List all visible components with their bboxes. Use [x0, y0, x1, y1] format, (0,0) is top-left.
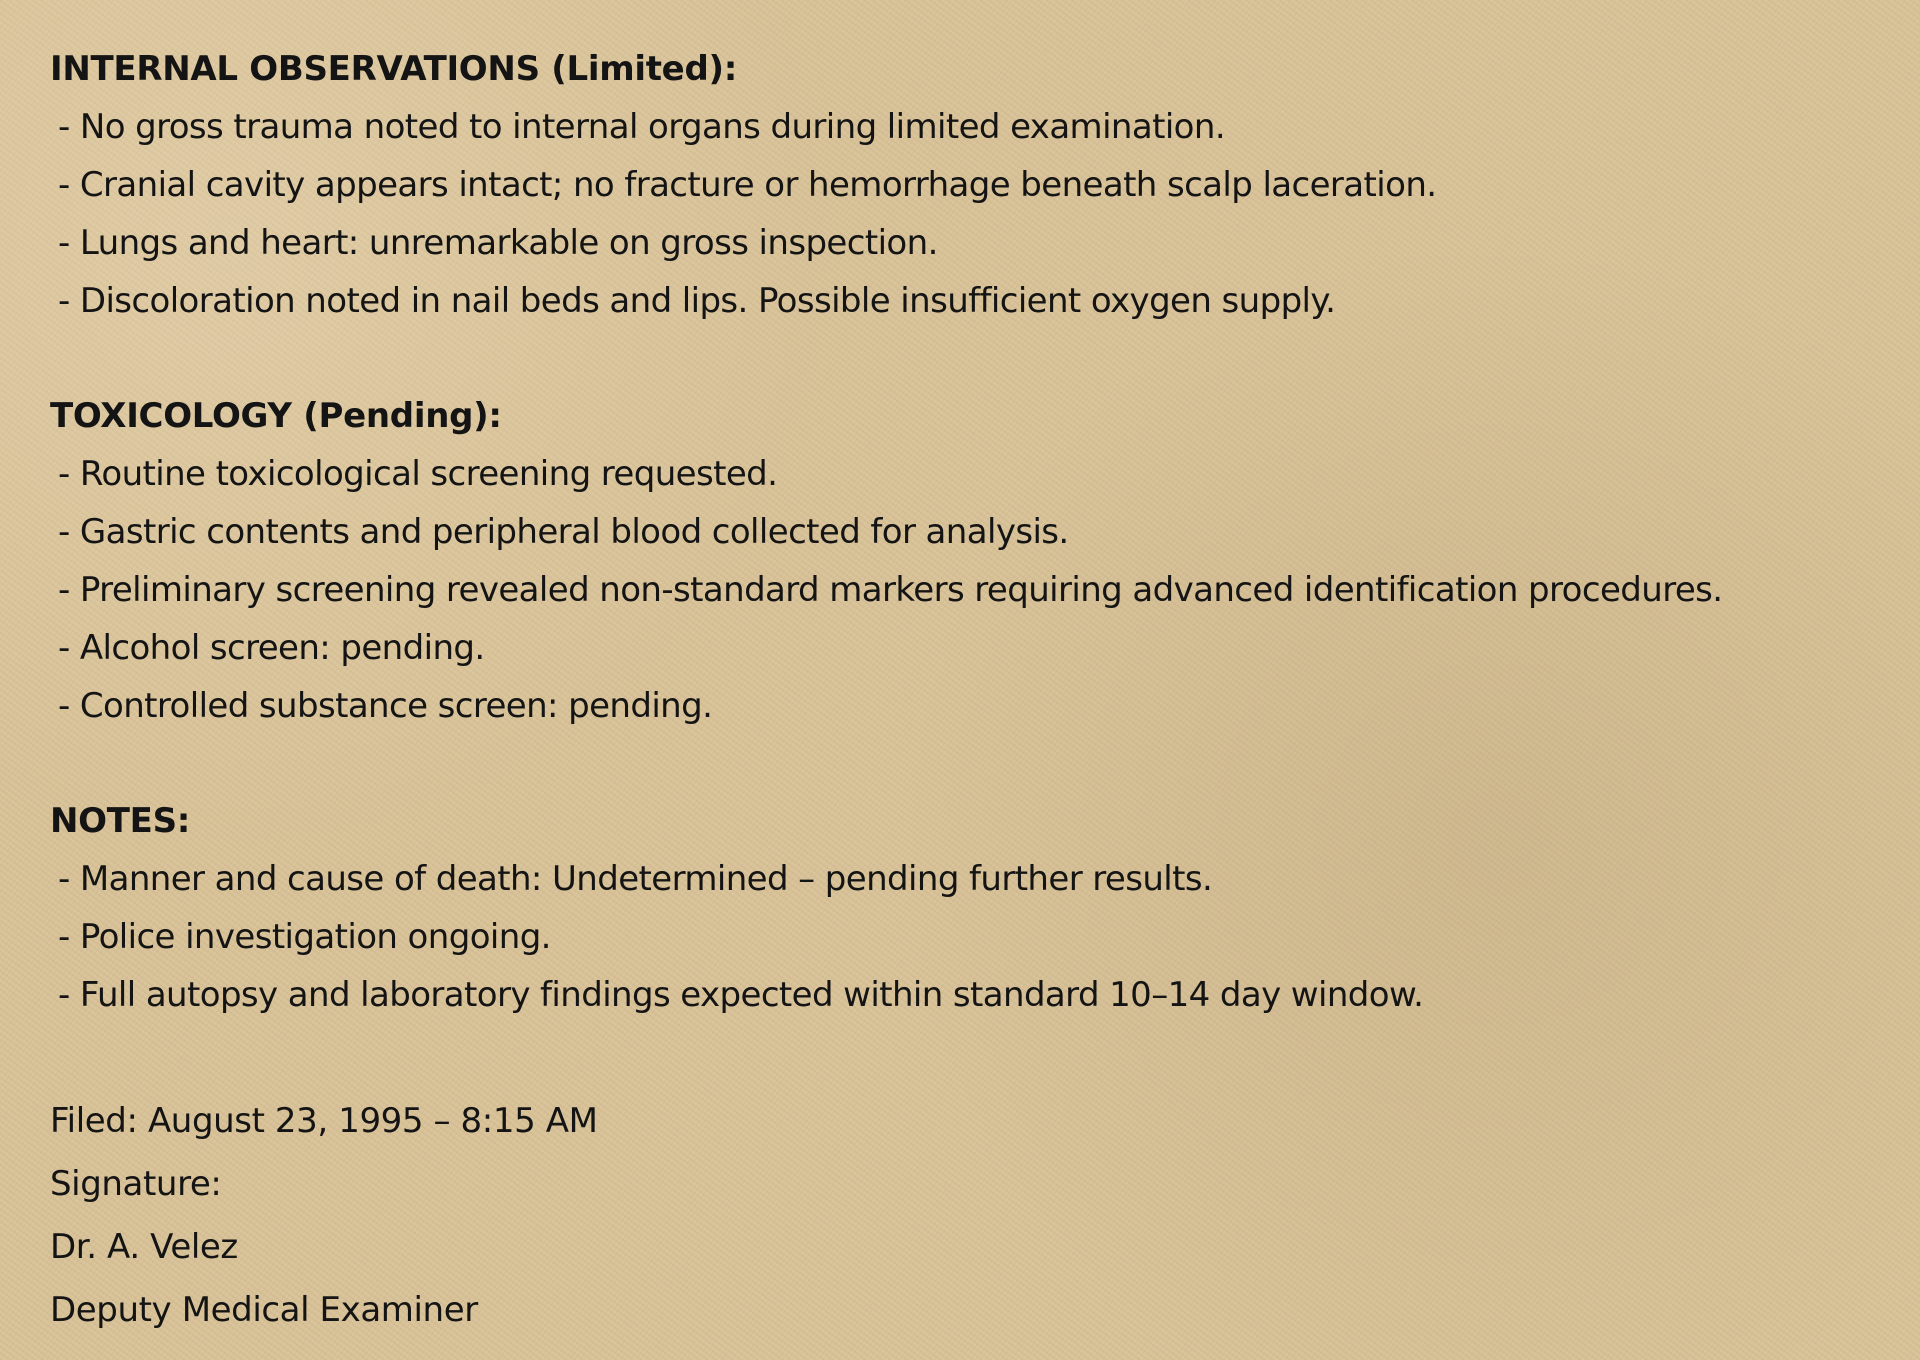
list-item: - Cranial cavity appears intact; no fracture or hemorrhage beneath scalp laceration. [58, 165, 1437, 205]
section-heading: NOTES: [50, 801, 191, 841]
filed-date: Filed: August 23, 1995 – 8:15 AM [50, 1101, 598, 1141]
section-spacer [50, 330, 1920, 387]
examiner-title: Deputy Medical Examiner [50, 1290, 478, 1330]
list-item: - Discoloration noted in nail beds and lips. Possible insufficient oxygen supply. [58, 281, 1336, 321]
list-item: - Preliminary screening revealed non-standard markers requiring advanced identification procedures. [58, 570, 1723, 610]
section-heading: TOXICOLOGY (Pending): [50, 396, 502, 436]
section-spacer [50, 735, 1920, 792]
list-item: - Manner and cause of death: Undetermined – pending further results. [58, 859, 1213, 899]
toxicology-section [50, 387, 1920, 735]
list-item: - Police investigation ongoing. [58, 917, 551, 957]
list-item: - Controlled substance screen: pending. [58, 686, 713, 726]
notes-section [50, 792, 1920, 1024]
signature-label: Signature: [50, 1164, 222, 1204]
section-spacer [50, 1024, 1920, 1090]
list-item: - No gross trauma noted to internal organs during limited examination. [58, 107, 1226, 147]
internal-observations-section [50, 40, 1920, 330]
list-item: - Gastric contents and peripheral blood collected for analysis. [58, 512, 1069, 552]
filing-footer [50, 1090, 1920, 1342]
list-item: - Alcohol screen: pending. [58, 628, 485, 668]
list-item: - Full autopsy and laboratory findings expected within standard 10–14 day window. [58, 975, 1424, 1015]
list-item: - Lungs and heart: unremarkable on gross inspection. [58, 223, 938, 263]
examiner-name: Dr. A. Velez [50, 1227, 238, 1267]
section-heading: INTERNAL OBSERVATIONS (Limited): [50, 49, 738, 89]
list-item: - Routine toxicological screening requested. [58, 454, 778, 494]
